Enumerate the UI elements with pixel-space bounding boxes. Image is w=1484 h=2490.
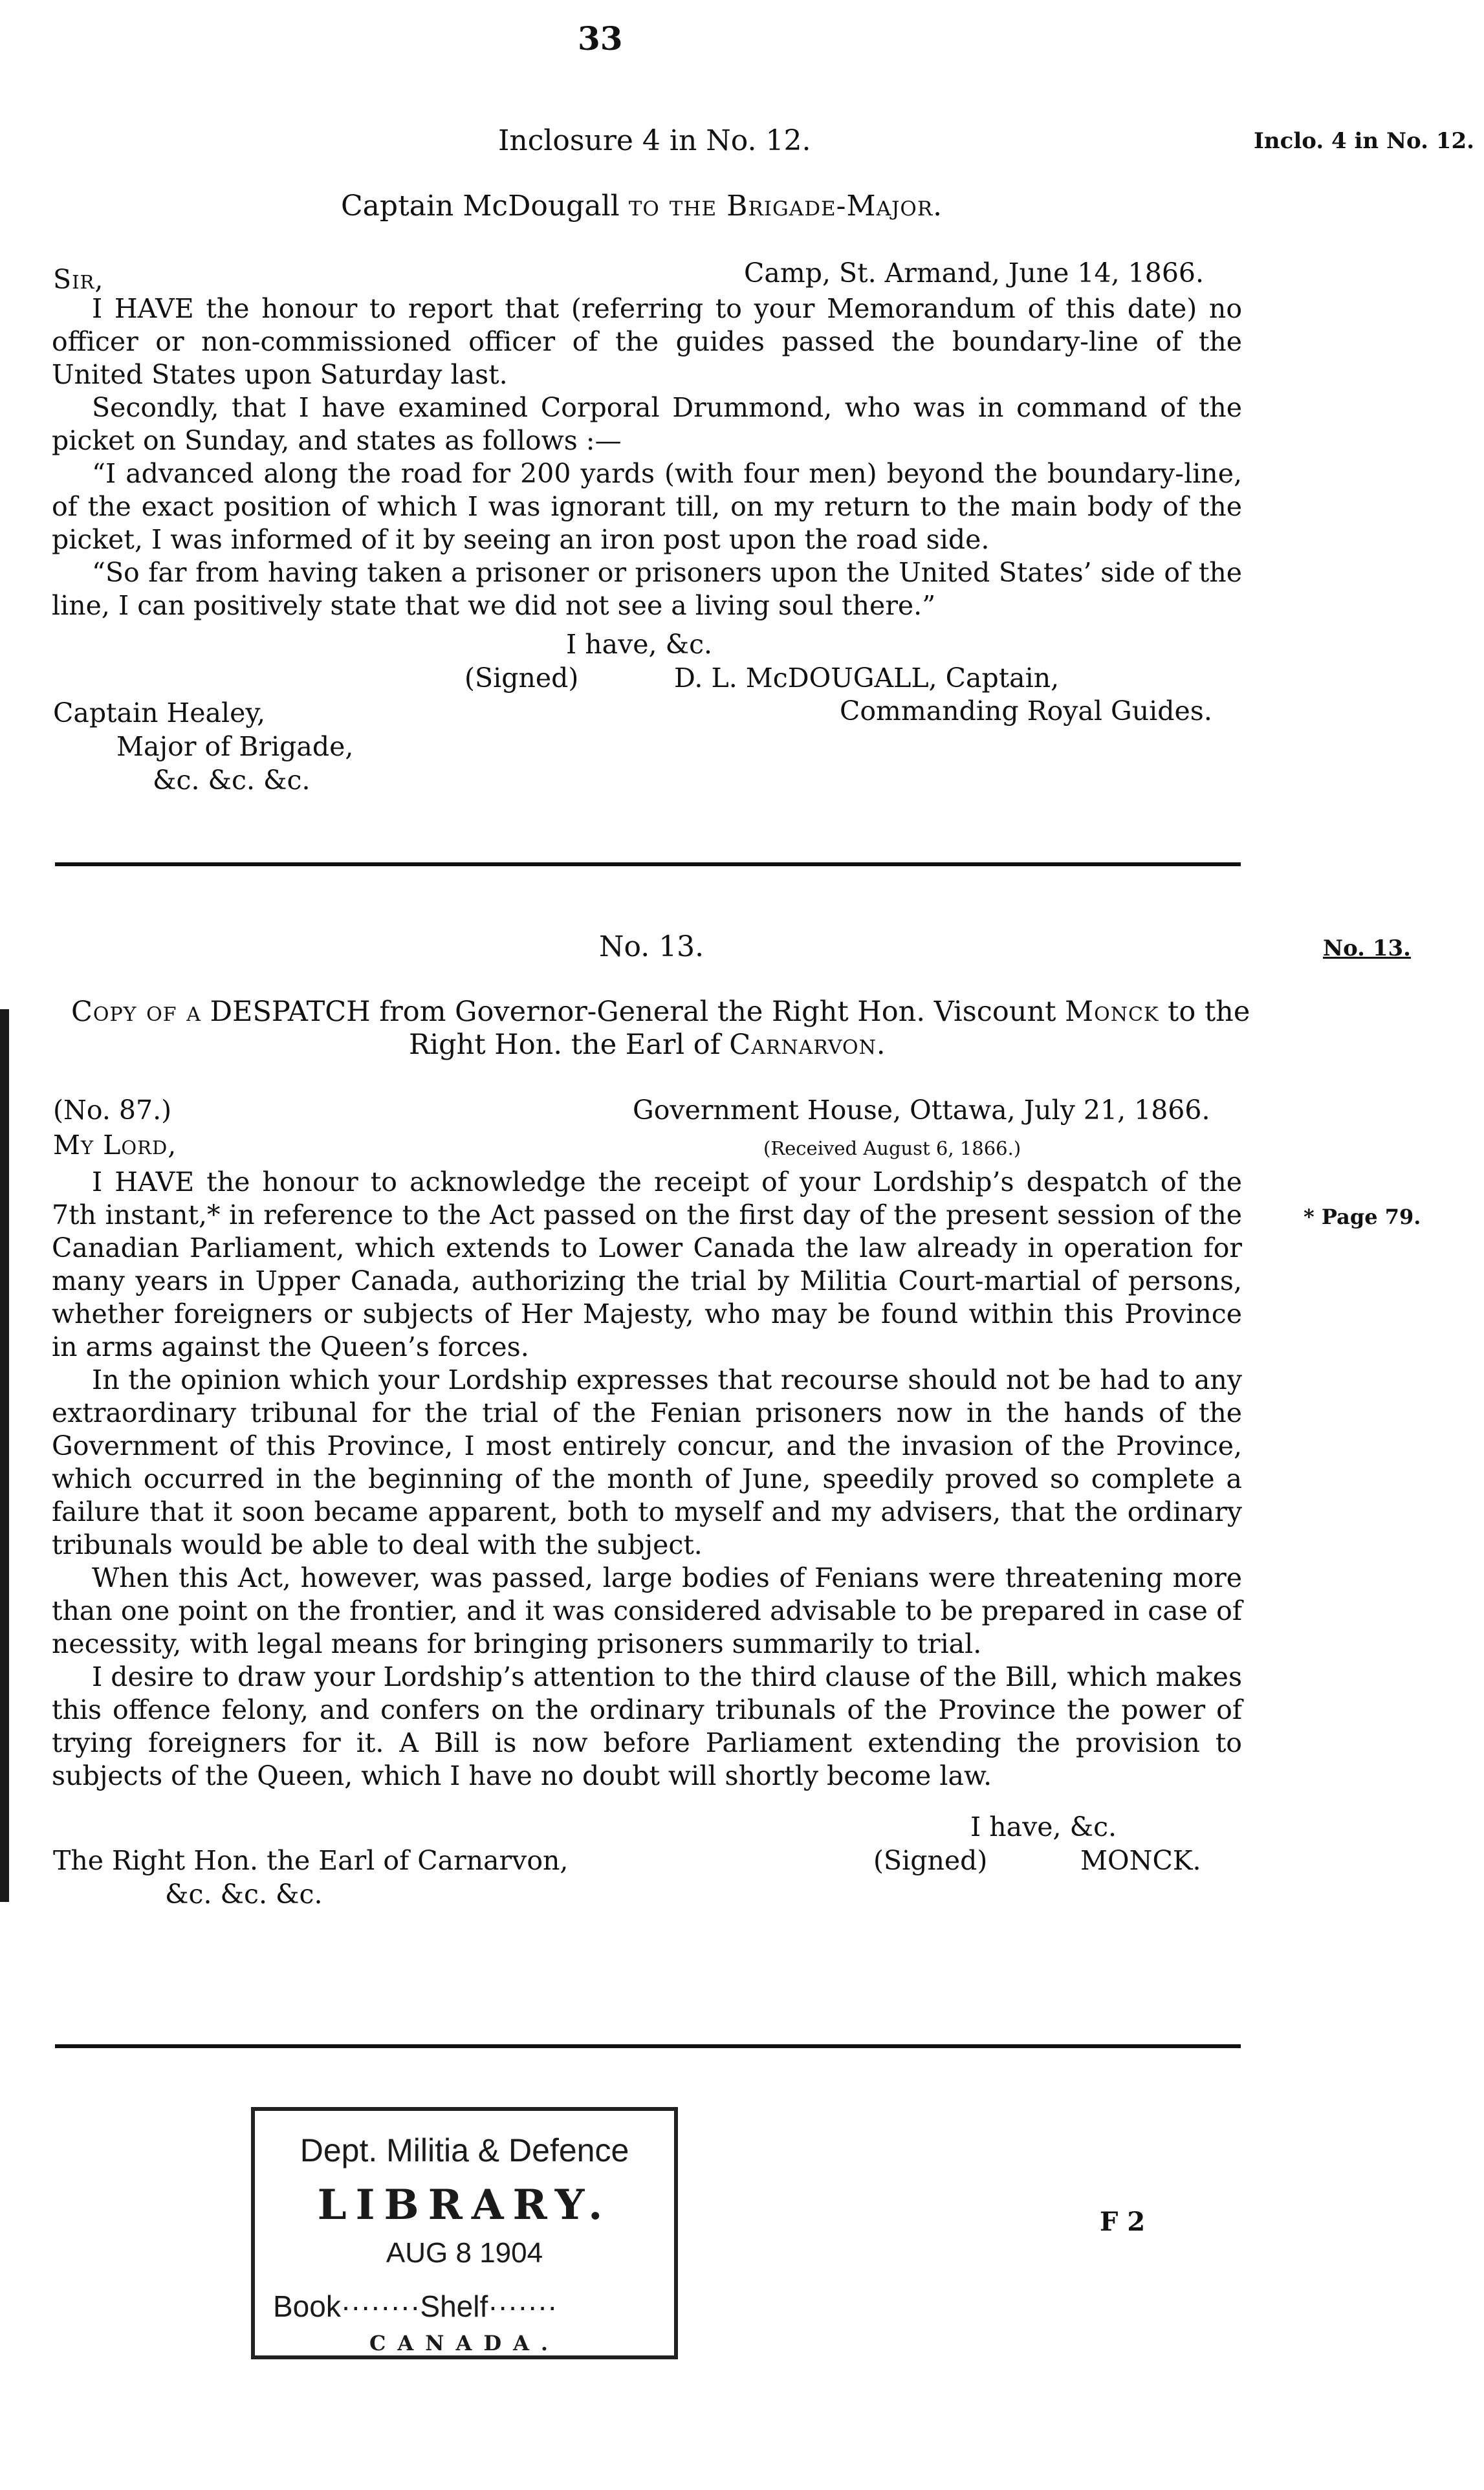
title-line2-prefix: Right Hon. the Earl of [409, 1029, 721, 1061]
title-prefix: Copy of a [71, 996, 201, 1028]
inclosure-addressee-name: Captain Healey, [53, 697, 266, 728]
inclosure-margin-note: Inclo. 4 in No. 12. [1254, 128, 1474, 154]
despatch-paragraph: I HAVE the honour to acknowledge the receipt of your Lordship’s despatch of the 7th instant,* in reference to the Act passed on the first day of the present session of the Canadian Parliament, which extends to Lower Canada the law already in operation for many years in Upper Canada, authorizing the trial by Militia Court-martial of persons, whether foreigners or subjects of Her Majesty, who may be found within this Province in arms against the Queen’s forces. [52, 1166, 1242, 1362]
despatch-closing: I have, &c. [970, 1811, 1117, 1842]
despatch-margin-note: No. 13. [1323, 935, 1411, 961]
inclosure-place-date: Camp, St. Armand, June 14, 1866. [744, 257, 1205, 289]
inclosure-paragraph: Secondly, that I have examined Corporal Drummond, who was in command of the picket on Sunday, and states as follows :— [52, 392, 1242, 456]
despatch-place-date: Government House, Ottawa, July 21, 1866. [633, 1095, 1210, 1126]
despatch-paragraph: When this Act, however, was passed, large bodies of Fenians were threatening more than one point on the frontier, and it was considered advisable to be prepared in case of necessity, with legal means for bringing prisoners summarily to trial. [52, 1562, 1242, 1659]
despatch-received: (Received August 6, 1866.) [763, 1137, 1021, 1159]
stamp-department: Dept. Militia & Defence [300, 2132, 629, 2168]
inclosure-closing: I have, &c. [566, 629, 713, 660]
inclosure-signature: D. L. McDOUGALL, Captain, [674, 662, 1060, 693]
library-stamp [251, 2107, 678, 2359]
despatch-number: No. 13. [599, 930, 704, 963]
section-divider [55, 862, 1241, 866]
despatch-title-line1 [71, 996, 1250, 1028]
inclosure-paragraph: I HAVE the honour to report that (referring to your Memorandum of this date) no officer or non-commissioned officer of the guides passed the boundary-line of the United States upon Saturday last. [52, 293, 1242, 390]
inclosure-signature-title: Commanding Royal Guides. [840, 695, 1212, 726]
stamp-book-shelf: Book········Shelf······· [273, 2289, 558, 2323]
despatch-paragraph: I desire to draw your Lordship’s attention to the third clause of the Bill, which makes this offence felony, and confers on the ordinary tribunals of the Province the power of trying foreigners for it. A Bill is now before Parliament extending the provision to subjects of the Queen, which I have no doubt will shortly become law. [52, 1661, 1242, 1791]
title-carnarvon: Carnarvon. [729, 1029, 886, 1061]
inclosure-addressee-rank: Major of Brigade, [116, 731, 354, 762]
despatch-ref-number: (No. 87.) [53, 1095, 172, 1126]
subheading-recipient: to the Brigade-Major. [628, 190, 943, 223]
subheading-author: Captain McDougall [341, 190, 620, 223]
page-number: 33 [578, 19, 623, 58]
inclosure-subheading [341, 190, 943, 223]
scan-edge-shadow [0, 1009, 9, 1902]
title-suffix: to the [1168, 996, 1250, 1028]
end-rule [55, 2044, 1241, 2048]
page-reference-note: * Page 79. [1304, 1205, 1421, 1229]
inclosure-paragraph: “I advanced along the road for 200 yards (with four men) beyond the boundary-line, of the exact position of which I was ignorant till, on my return to the main body of the picket, I was informed of it by seeing an iron post upon the road side. [52, 458, 1242, 555]
inclosure-heading: Inclosure 4 in No. 12. [498, 124, 811, 157]
despatch-salutation: My Lord, [53, 1130, 177, 1161]
despatch-addressee: The Right Hon. the Earl of Carnarvon, [53, 1845, 569, 1876]
title-monck: Monck [1065, 996, 1159, 1028]
despatch-body [52, 1166, 1242, 1793]
stamp-canada: CANADA. [369, 2331, 560, 2355]
signature-mark: F 2 [1100, 2207, 1146, 2237]
stamp-date: AUG 8 1904 [386, 2237, 543, 2269]
inclosure-salutation: Sir, [53, 264, 104, 295]
title-main: DESPATCH from Governor-General the Right Hon. Viscount [210, 996, 1056, 1028]
inclosure-paragraph: “So far from having taken a prisoner or prisoners upon the United States’ side of the line, I can positively state that we did not see a living soul there.” [52, 557, 1242, 621]
inclosure-addressee-etc: &c. &c. &c. [153, 765, 311, 796]
despatch-addressee-etc: &c. &c. &c. [165, 1879, 323, 1910]
despatch-signature: MONCK. [1080, 1845, 1201, 1876]
despatch-signed: (Signed) [873, 1845, 988, 1876]
inclosure-body [52, 292, 1242, 622]
despatch-paragraph: In the opinion which your Lordship expresses that recourse should not be had to any extraordinary tribunal for the trial of the Fenian prisoners now in the hands of the Government of this Province, I most entirely concur, and the invasion of the Province, which occurred in the beginning of the month of June, speedily proved so complete a failure that it soon became apparent, both to myself and my advisers, that the ordinary tribunals would be able to deal with the subject. [52, 1364, 1242, 1560]
inclosure-signed: (Signed) [464, 662, 579, 693]
despatch-title-line2 [409, 1029, 886, 1061]
stamp-library: LIBRARY. [317, 2181, 612, 2229]
